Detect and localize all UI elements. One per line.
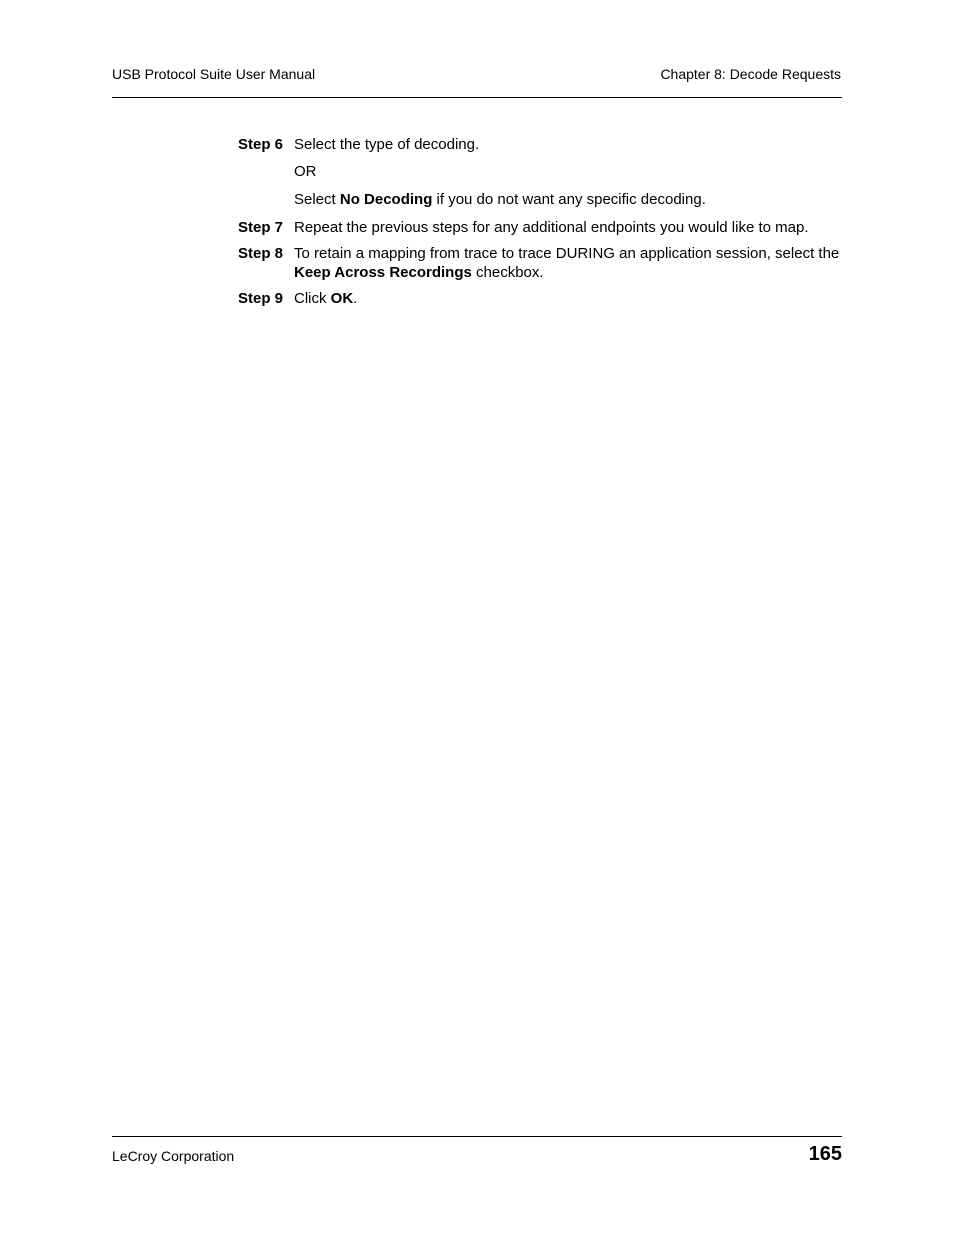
page-number: 165 — [808, 1143, 842, 1165]
no-decoding-pre: Select — [294, 191, 340, 208]
step-8-label: Step 8 — [238, 245, 284, 262]
step-9-text — [294, 289, 842, 308]
step-6 — [238, 135, 842, 154]
header-chapter-title: Chapter 8: Decode Requests — [660, 66, 841, 82]
step-9-post: . — [353, 290, 358, 307]
no-decoding-instruction — [294, 190, 706, 209]
keep-across-recordings-option: Keep Across Recordings — [294, 264, 472, 281]
footer-company: LeCroy Corporation — [112, 1148, 235, 1164]
step-9-pre: Click — [294, 290, 331, 307]
step-7 — [238, 218, 842, 237]
step-6-label: Step 6 — [238, 136, 284, 153]
step-7-text: Repeat the previous steps for any additional endpoints you would like to map. — [294, 219, 809, 236]
ok-option: OK — [330, 290, 354, 307]
header-manual-title: USB Protocol Suite User Manual — [112, 66, 316, 82]
step-6-text: Select the type of decoding. — [294, 136, 480, 153]
step-9-label: Step 9 — [238, 290, 284, 307]
footer-divider — [112, 1136, 842, 1137]
step-8 — [238, 244, 842, 282]
or-text: OR — [294, 163, 317, 180]
header-divider — [112, 97, 842, 98]
step-7-label: Step 7 — [238, 219, 284, 236]
step-8-text — [294, 244, 842, 282]
step-8-pre: To retain a mapping from trace to trace DURING an application session, select the — [294, 245, 840, 262]
no-decoding-option: No Decoding — [339, 191, 433, 208]
step-9 — [238, 289, 842, 308]
step-8-post: checkbox. — [471, 264, 544, 281]
no-decoding-post: if you do not want any specific decoding. — [432, 191, 706, 208]
